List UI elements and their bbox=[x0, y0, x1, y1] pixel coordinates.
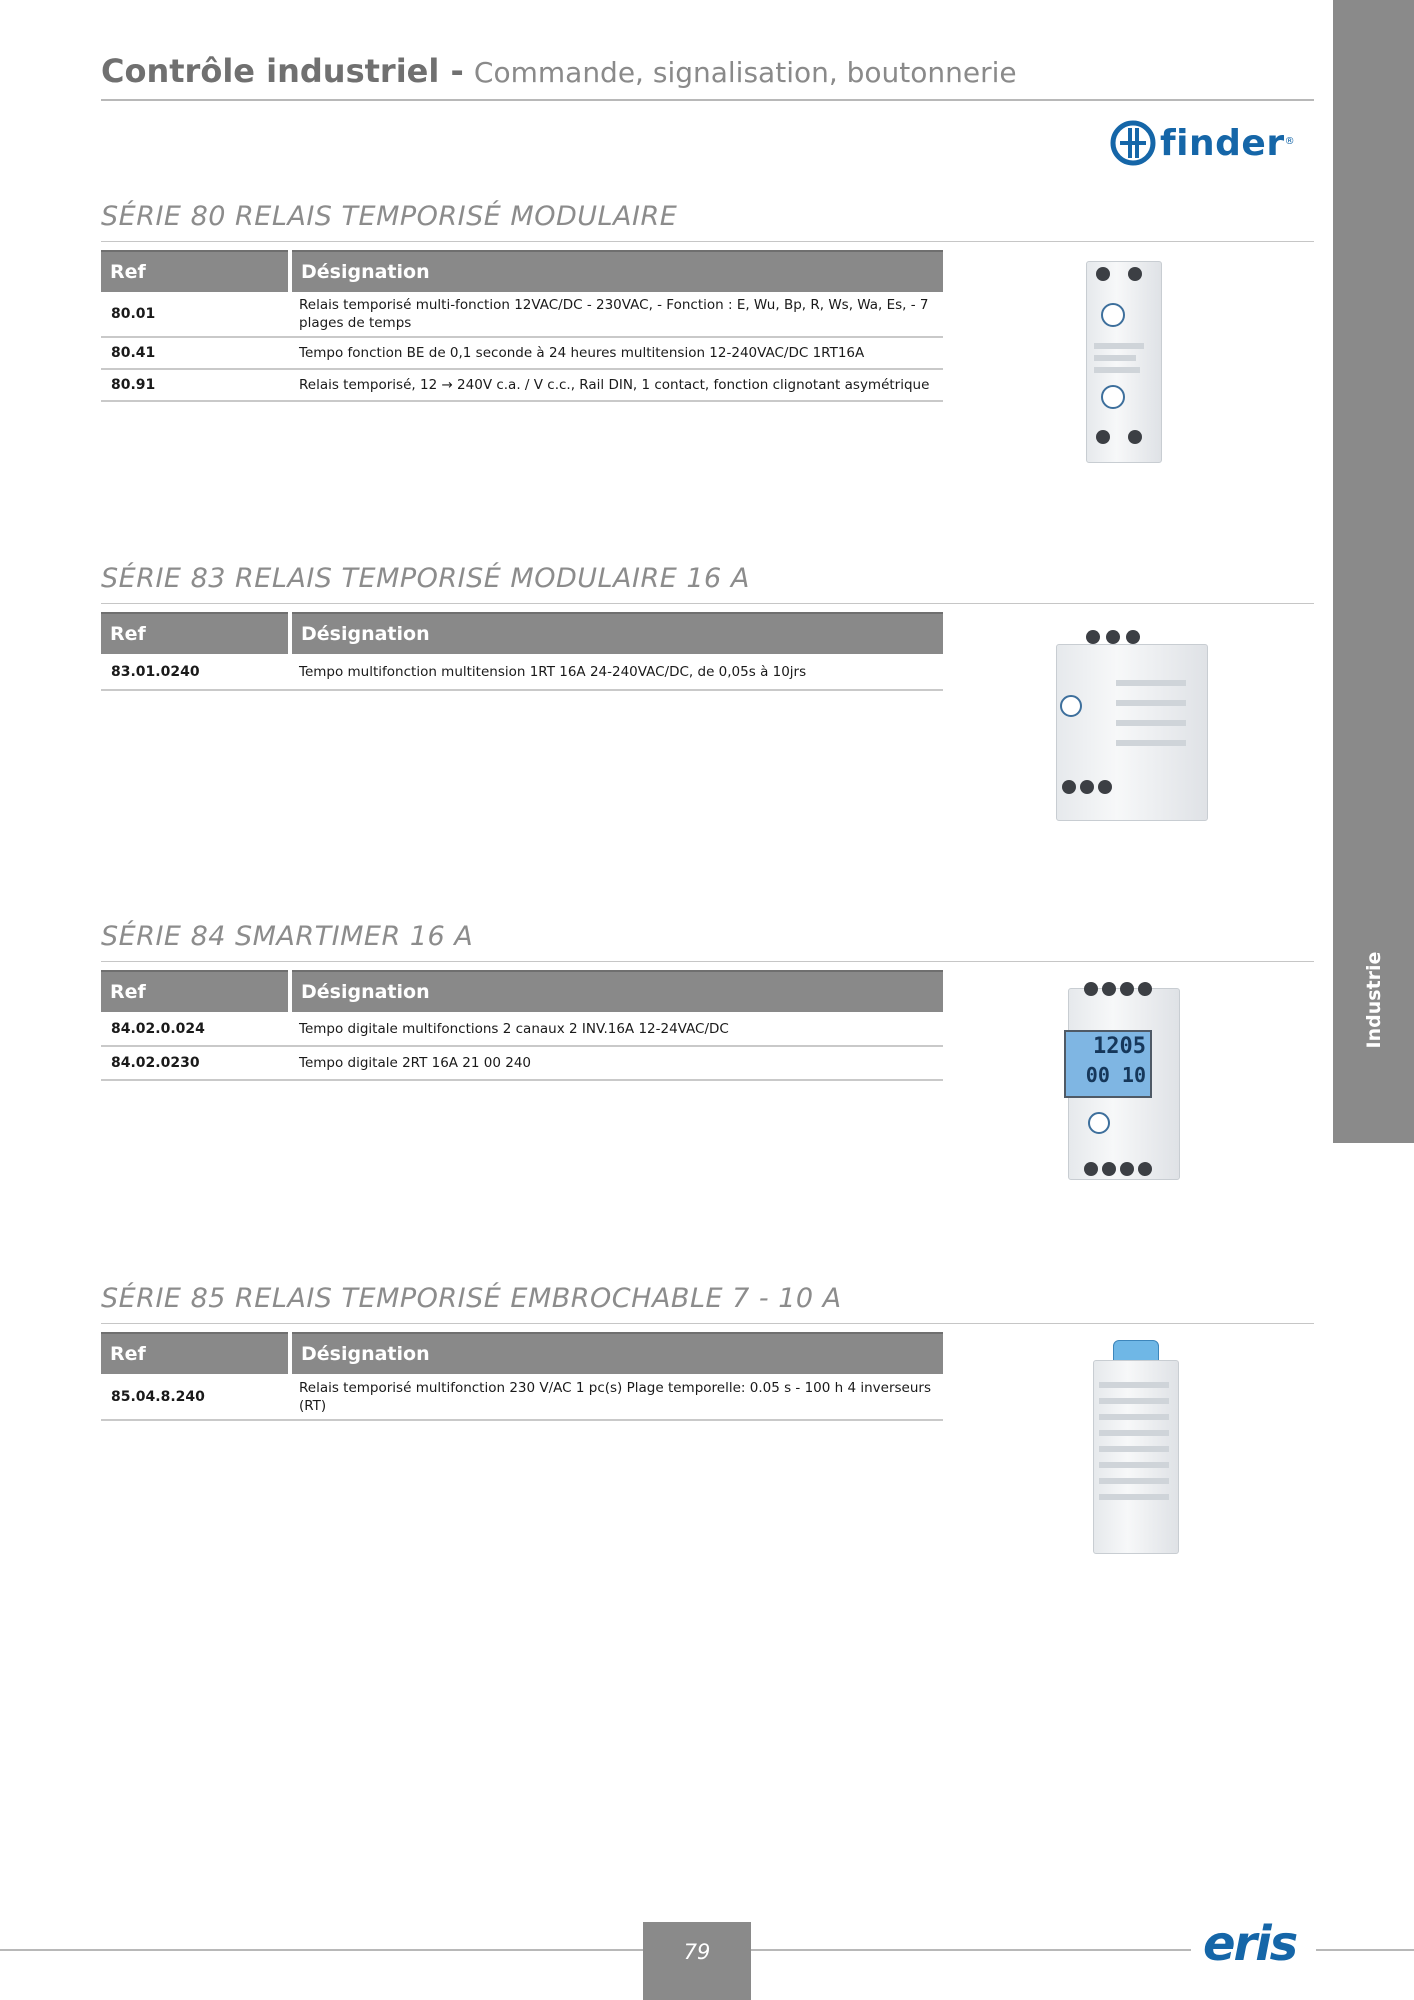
product-photo-serie-85 bbox=[1085, 1338, 1205, 1560]
section-title-serie-83: SÉRIE 83 RELAIS TEMPORISÉ MODULAIRE 16 A bbox=[101, 563, 750, 594]
product-photo-serie-84 bbox=[1058, 978, 1228, 1188]
cell-ref: 80.01 bbox=[101, 292, 290, 337]
finder-logo bbox=[1110, 120, 1295, 166]
column-header-designation: Désignation bbox=[290, 613, 943, 654]
section-title-serie-85: SÉRIE 85 RELAIS TEMPORISÉ EMBROCHABLE 7 - 10 A bbox=[101, 1283, 842, 1314]
page-title-main: Contrôle industriel - bbox=[101, 52, 464, 90]
smartimer-lcd bbox=[1064, 1030, 1152, 1098]
product-photo-serie-83 bbox=[1050, 620, 1230, 835]
page-number: 79 bbox=[643, 1922, 751, 2000]
cell-designation: Relais temporisé multifonction 230 V/AC 1 pc(s) Plage temporelle: 0.05 s - 100 h 4 inverseurs (RT) bbox=[290, 1374, 943, 1420]
cell-ref: 80.41 bbox=[101, 337, 290, 369]
product-photo-serie-80 bbox=[1070, 255, 1200, 470]
column-header-designation: Désignation bbox=[290, 251, 943, 292]
table-serie-85 bbox=[101, 1332, 943, 1421]
column-header-ref: Ref bbox=[101, 971, 290, 1012]
cell-designation: Tempo fonction BE de 0,1 seconde à 24 heures multitension 12-240VAC/DC 1RT16A bbox=[290, 337, 943, 369]
header-divider bbox=[101, 99, 1314, 101]
footer-divider-far-right bbox=[1316, 1949, 1414, 1951]
finder-emblem-icon bbox=[1110, 120, 1156, 166]
eris-logo: eris bbox=[1203, 1916, 1297, 1972]
cell-ref: 84.02.0230 bbox=[101, 1046, 290, 1080]
side-tab bbox=[1333, 0, 1414, 1143]
table-row bbox=[101, 1012, 943, 1046]
cell-ref: 83.01.0240 bbox=[101, 654, 290, 690]
cell-ref: 85.04.8.240 bbox=[101, 1374, 290, 1420]
table-row bbox=[101, 337, 943, 369]
column-header-ref: Ref bbox=[101, 613, 290, 654]
footer-divider-right bbox=[751, 1949, 1191, 1951]
cell-designation: Tempo multifonction multitension 1RT 16A 24-240VAC/DC, de 0,05s à 10jrs bbox=[290, 654, 943, 690]
side-tab-label: Industrie bbox=[1362, 951, 1385, 1049]
page-title bbox=[101, 52, 1017, 90]
section-title-serie-84: SÉRIE 84 SMARTIMER 16 A bbox=[101, 921, 474, 952]
table-row bbox=[101, 369, 943, 401]
finder-logo-text: finder bbox=[1160, 122, 1285, 164]
column-header-designation: Désignation bbox=[290, 1333, 943, 1374]
table-row bbox=[101, 1374, 943, 1420]
column-header-designation: Désignation bbox=[290, 971, 943, 1012]
cell-designation: Relais temporisé, 12 → 240V c.a. / V c.c., Rail DIN, 1 contact, fonction clignotant asymétrique bbox=[290, 369, 943, 401]
table-serie-80 bbox=[101, 250, 943, 402]
column-header-ref: Ref bbox=[101, 251, 290, 292]
section-divider bbox=[101, 241, 1314, 242]
table-row bbox=[101, 654, 943, 690]
smartimer-lcd-top: 1205 bbox=[1093, 1034, 1146, 1059]
finder-logo-reg: ® bbox=[1284, 136, 1295, 147]
table-row bbox=[101, 1046, 943, 1080]
table-header-row bbox=[101, 1333, 943, 1374]
table-row bbox=[101, 292, 943, 337]
column-header-ref: Ref bbox=[101, 1333, 290, 1374]
cell-designation: Tempo digitale 2RT 16A 21 00 240 bbox=[290, 1046, 943, 1080]
section-divider bbox=[101, 961, 1314, 962]
smartimer-lcd-bottom: 00 10 bbox=[1085, 1063, 1146, 1087]
section-divider bbox=[101, 603, 1314, 604]
table-header-row bbox=[101, 613, 943, 654]
table-serie-84 bbox=[101, 970, 943, 1081]
cell-ref: 84.02.0.024 bbox=[101, 1012, 290, 1046]
table-serie-83 bbox=[101, 612, 943, 691]
footer-divider-left bbox=[0, 1949, 643, 1951]
section-divider bbox=[101, 1323, 1314, 1324]
cell-designation: Relais temporisé multi-fonction 12VAC/DC - 230VAC, - Fonction : E, Wu, Bp, R, Ws, Wa, Es, - 7 plages de temps bbox=[290, 292, 943, 337]
section-title-serie-80: SÉRIE 80 RELAIS TEMPORISÉ MODULAIRE bbox=[101, 201, 678, 232]
cell-designation: Tempo digitale multifonctions 2 canaux 2 INV.16A 12-24VAC/DC bbox=[290, 1012, 943, 1046]
page-title-sub: Commande, signalisation, boutonnerie bbox=[473, 56, 1017, 89]
table-header-row bbox=[101, 971, 943, 1012]
table-header-row bbox=[101, 251, 943, 292]
cell-ref: 80.91 bbox=[101, 369, 290, 401]
